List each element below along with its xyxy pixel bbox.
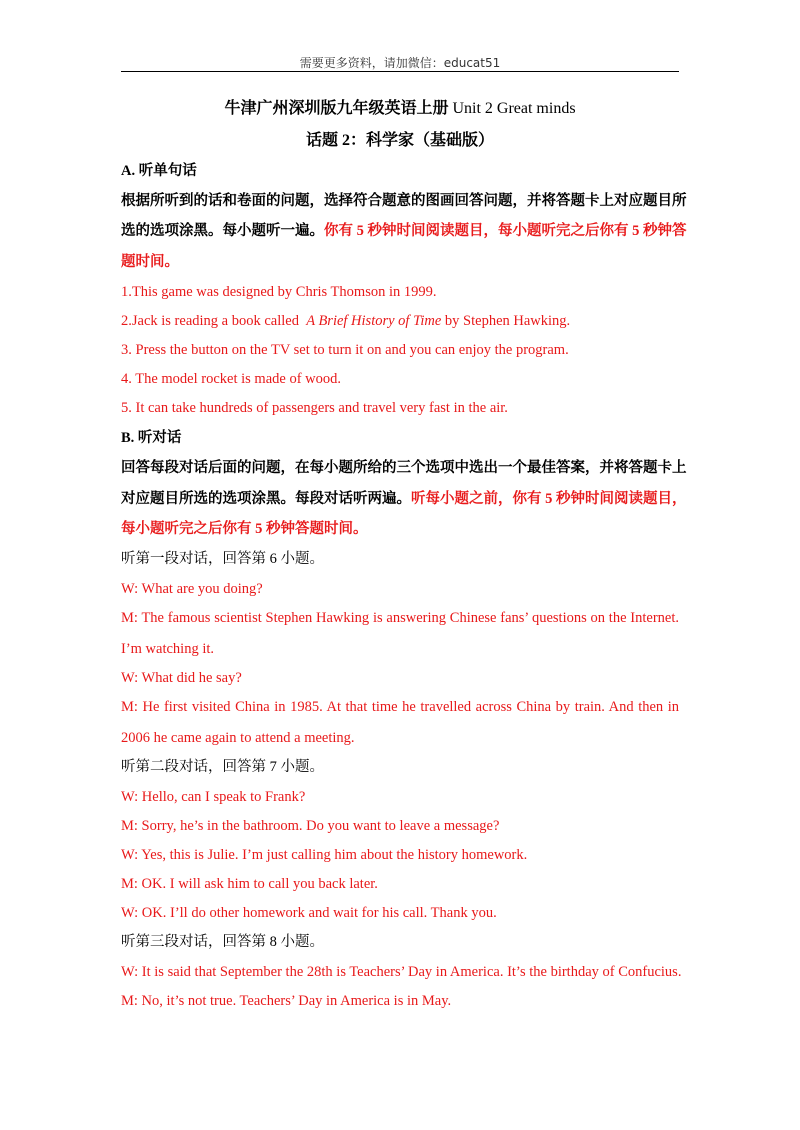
section-b-heading: B. 听对话 <box>121 430 182 446</box>
dialogue-1-line: 2006 he came again to attend a meeting. <box>121 730 355 746</box>
section-a-item-5: 5. It can take hundreds of passengers and travel very fast in the air. <box>121 400 508 416</box>
dialogue-1-line: W: What did he say? <box>121 670 242 686</box>
dialogue-2-intro: 听第二段对话，回答第 7 小题。 <box>121 759 324 775</box>
section-b-instruction-1: 回答每段对话后面的问题，在每小题所给的三个选项中选出一个最佳答案，并将答题卡上 <box>121 460 687 476</box>
section-a-item-2 <box>121 312 679 330</box>
item-2-book-title: A Brief History of Time <box>306 313 442 329</box>
section-a-instruction-2-black: 选的选项涂黑。每小题听一遍。 <box>121 223 324 239</box>
section-a-item-3: 3. Press the button on the TV set to turn it on and you can enjoy the program. <box>121 342 569 358</box>
dialogue-2-line: W: Hello, can I speak to Frank? <box>121 789 306 805</box>
dialogue-2-line: M: Sorry, he’s in the bathroom. Do you want to leave a message? <box>121 818 500 834</box>
document-title <box>121 100 679 118</box>
dialogue-1-line: M: He first visited China in 1985. At that time he travelled across China by train. And then in <box>121 699 679 715</box>
section-a-heading: A. 听单句话 <box>121 163 197 179</box>
section-a-instruction-2 <box>121 222 687 240</box>
dialogue-1-line: W: What are you doing? <box>121 581 263 597</box>
dialogue-1-line: I’m watching it. <box>121 641 215 657</box>
section-b-instruction-2 <box>121 490 687 508</box>
title-main: 牛津广州深圳版九年级英语上册 <box>224 100 449 117</box>
section-b-instruction-2-red: 听每小题之前，你有 5 秒钟时间阅读题目， <box>411 491 687 507</box>
section-a-instruction-3: 题时间。 <box>121 254 179 270</box>
header-divider <box>121 71 679 72</box>
dialogue-3-line: W: It is said that September the 28th is Teachers’ Day in America. It’s the birthday of Confucius. <box>121 964 682 980</box>
document-subtitle: 话题 2：科学家（基础版） <box>305 132 494 149</box>
section-a-instruction-2-red: 你有 5 秒钟时间阅读题目，每小题听完之后你有 5 秒钟答 <box>324 223 687 239</box>
dialogue-2-line: W: OK. I’ll do other homework and wait for his call. Thank you. <box>121 905 497 921</box>
dialogue-2-line: M: OK. I will ask him to call you back later. <box>121 876 378 892</box>
dialogue-1-intro: 听第一段对话，回答第 6 小题。 <box>121 551 324 567</box>
dialogue-3-intro: 听第三段对话，回答第 8 小题。 <box>121 934 324 950</box>
item-2-pre: 2.Jack is reading a book called <box>121 313 299 329</box>
section-a-instruction-1: 根据所听到的话和卷面的问题，选择符合题意的图画回答问题，并将答题卡上对应题目所 <box>121 193 687 209</box>
section-b-instruction-2-black: 对应题目所选的选项涂黑。每段对话听两遍。 <box>121 491 411 507</box>
section-a-item-4: 4. The model rocket is made of wood. <box>121 371 341 387</box>
section-b-instruction-3: 每小题听完之后你有 5 秒钟答题时间。 <box>121 521 368 537</box>
title-unit: Unit 2 Great minds <box>452 100 576 117</box>
item-2-post: by Stephen Hawking. <box>444 313 571 329</box>
dialogue-3-line: M: No, it’s not true. Teachers’ Day in America is in May. <box>121 993 452 1009</box>
page-header: 需要更多资料，请加微信：educat51 <box>299 56 501 70</box>
dialogue-1-line: M: The famous scientist Stephen Hawking is answering Chinese fans’ questions on the Internet. <box>121 610 679 626</box>
section-a-item-1: 1.This game was designed by Chris Thomson in 1999. <box>121 284 437 300</box>
dialogue-2-line: W: Yes, this is Julie. I’m just calling him about the history homework. <box>121 847 528 863</box>
